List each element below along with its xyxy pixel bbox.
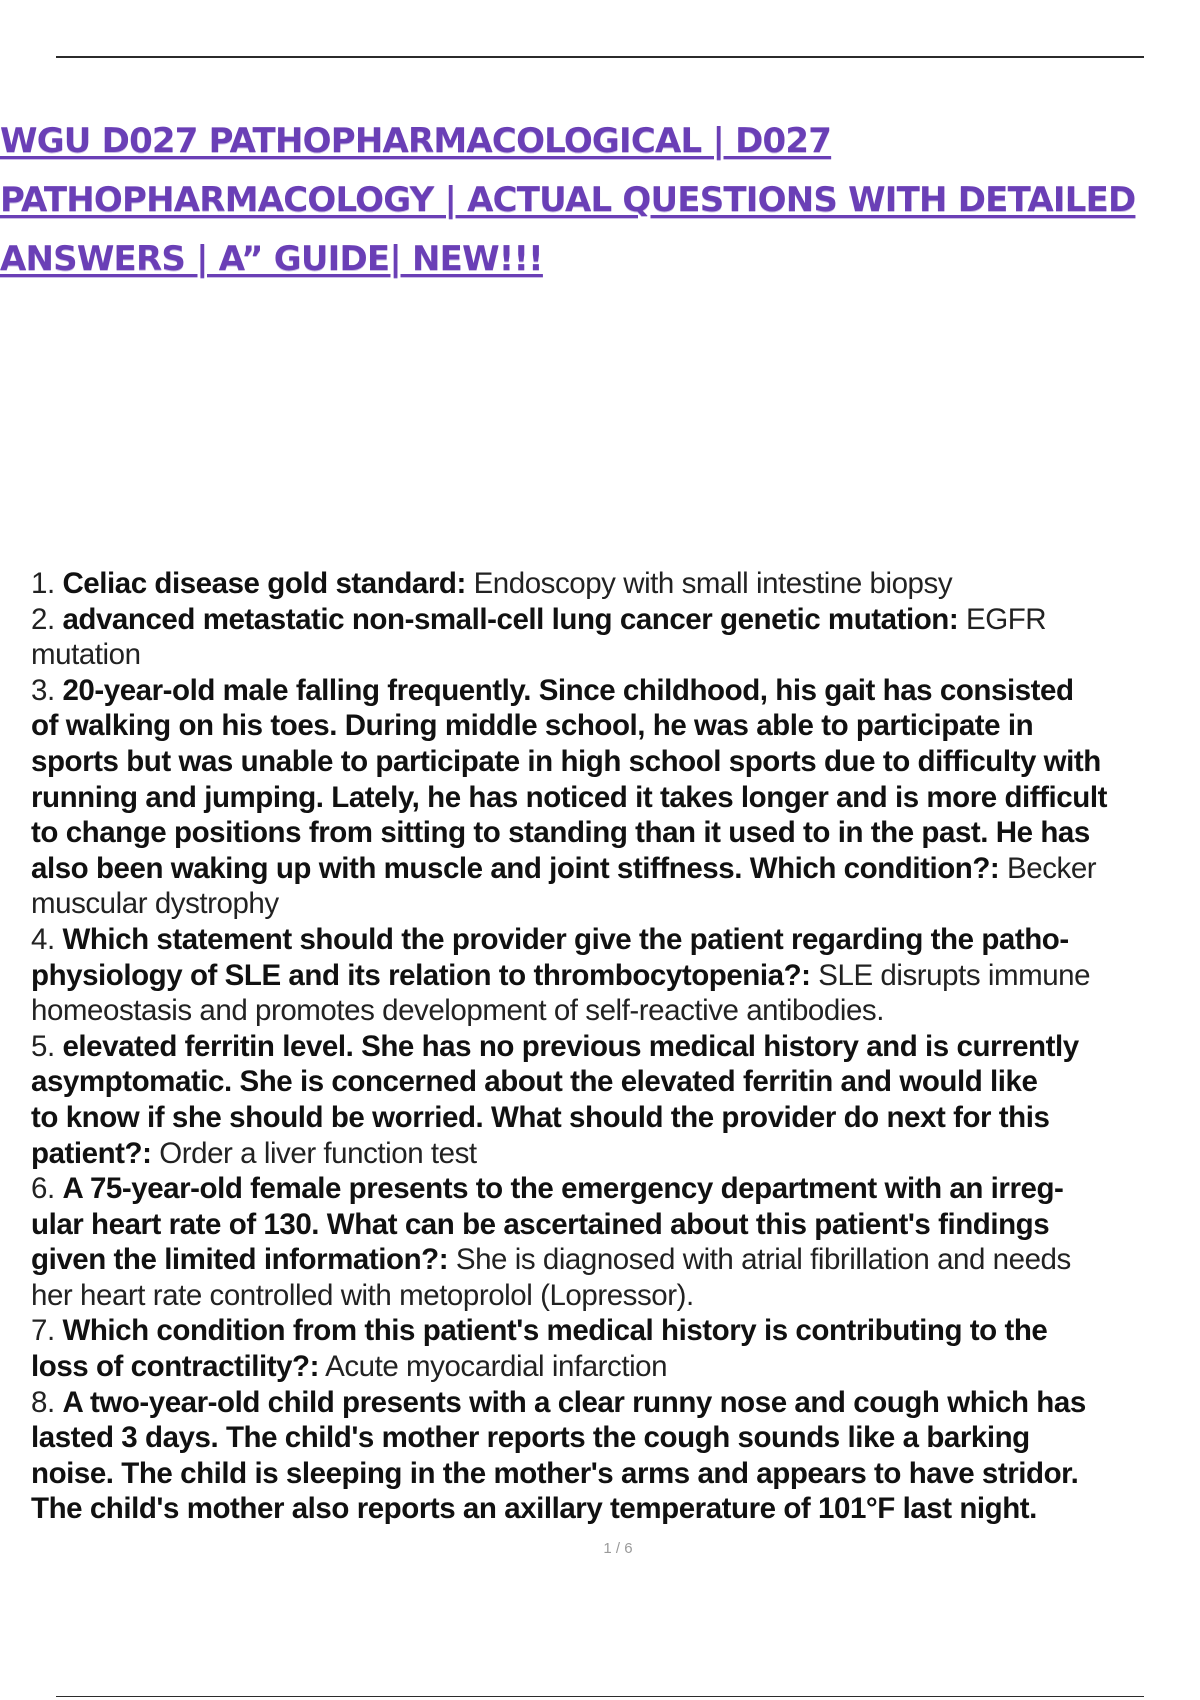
- qa-item: [31, 1313, 1200, 1384]
- question-text: to know if she should be worried. What should the provider do next for this: [31, 1100, 1050, 1134]
- qa-item: [31, 1029, 1200, 1171]
- qa-line: [31, 566, 1200, 602]
- title-line: WGU D027 PATHOPHARMACOLOGICAL | D027: [0, 121, 832, 161]
- qa-line: [31, 780, 1200, 816]
- answer-text: Endoscopy with small intestine biopsy: [465, 567, 953, 600]
- title-line: ANSWERS | A” GUIDE| NEW!!!: [0, 239, 543, 279]
- item-number: 5.: [31, 1029, 55, 1063]
- qa-line: [31, 1171, 1200, 1207]
- question-text: A 75-year-old female presents to the emergency department with an irreg-: [62, 1172, 1064, 1206]
- qa-item: [31, 602, 1200, 673]
- qa-line: [31, 922, 1200, 958]
- qa-line: [31, 886, 1200, 922]
- qa-line: [31, 673, 1200, 709]
- question-text: running and jumping. Lately, he has noticed it takes longer and is more difficult: [31, 780, 1107, 814]
- qa-line: [31, 1029, 1200, 1065]
- answer-text: SLE disrupts immune: [810, 958, 1091, 992]
- qa-item: [31, 566, 1200, 602]
- document-title: [0, 112, 1190, 289]
- item-number: 2.: [31, 602, 55, 636]
- qa-line: [31, 1349, 1200, 1385]
- answer-text: EGFR: [958, 602, 1047, 636]
- answer-text: homeostasis and promotes development of self-reactive antibodies.: [31, 994, 884, 1028]
- question-text: given the limited information?:: [31, 1243, 449, 1277]
- title-line: PATHOPHARMACOLOGY | ACTUAL QUESTIONS WITH DETAILED: [0, 180, 1136, 220]
- qa-line: [31, 993, 1200, 1029]
- qa-line: [31, 1207, 1200, 1243]
- answer-text: muscular dystrophy: [31, 887, 279, 921]
- answer-text: She is diagnosed with atrial fibrillation and needs: [448, 1243, 1071, 1277]
- question-answer-list: [31, 566, 1200, 1527]
- qa-line: [31, 1313, 1200, 1349]
- qa-line: [31, 708, 1200, 744]
- question-text: The child's mother also reports an axillary temperature of 101°F last night.: [31, 1492, 1037, 1526]
- question-text: lasted 3 days. The child's mother reports the cough sounds like a barking: [31, 1421, 1030, 1455]
- question-text: physiology of SLE and its relation to thrombocytopenia?:: [31, 958, 811, 992]
- question-text: advanced metastatic non-small-cell lung cancer genetic mutation:: [62, 602, 959, 636]
- qa-line: [31, 1100, 1200, 1136]
- question-text: noise. The child is sleeping in the mother's arms and appears to have stridor.: [31, 1456, 1079, 1490]
- bottom-rule: [56, 1696, 1144, 1697]
- qa-line: [31, 958, 1200, 994]
- question-text: to change positions from sitting to standing than it used to in the past. He has: [31, 816, 1090, 850]
- question-text: A two-year-old child presents with a clear runny nose and cough which has: [62, 1385, 1086, 1419]
- qa-line: [31, 637, 1200, 673]
- qa-line: [31, 1242, 1200, 1278]
- question-text: asymptomatic. She is concerned about the elevated ferritin and would like: [31, 1065, 1038, 1099]
- qa-line: [31, 1064, 1200, 1100]
- question-text: elevated ferritin level. She has no previous medical history and is currently: [62, 1029, 1079, 1063]
- qa-line: [31, 1278, 1200, 1314]
- answer-text: mutation: [31, 638, 141, 672]
- item-number: 6.: [31, 1172, 55, 1206]
- question-text: ular heart rate of 130. What can be ascertained about this patient's findings: [31, 1207, 1050, 1241]
- answer-text: Order a liver function test: [151, 1136, 477, 1170]
- qa-line: [31, 1420, 1200, 1456]
- qa-item: [31, 1385, 1200, 1527]
- qa-line: [31, 815, 1200, 851]
- question-text: sports but was unable to participate in high school sports due to difficulty with: [31, 744, 1101, 778]
- qa-line: [31, 1456, 1200, 1492]
- qa-item: [31, 922, 1200, 1029]
- question-text: of walking on his toes. During middle school, he was able to participate in: [31, 709, 1034, 743]
- question-text: Celiac disease gold standard:: [62, 567, 466, 600]
- qa-line: [31, 1385, 1200, 1421]
- question-text: 20-year-old male falling frequently. Since childhood, his gait has consisted: [62, 673, 1074, 707]
- qa-item: [31, 673, 1200, 922]
- item-number: 8.: [31, 1385, 55, 1419]
- item-number: 1.: [31, 567, 55, 600]
- page-number: 1 / 6: [603, 1540, 633, 1557]
- item-number: 3.: [31, 673, 55, 707]
- question-text: also been waking up with muscle and joint stiffness. Which condition?:: [31, 851, 1000, 885]
- question-text: loss of contractility?:: [31, 1350, 319, 1384]
- qa-item: [31, 1171, 1200, 1313]
- item-number: 4.: [31, 922, 55, 956]
- question-text: Which statement should the provider give the patient regarding the patho-: [62, 922, 1069, 956]
- qa-line: [31, 1491, 1200, 1527]
- qa-line: [31, 602, 1200, 638]
- qa-line: [31, 1136, 1200, 1172]
- question-text: patient?:: [31, 1136, 152, 1170]
- answer-text: Becker: [999, 851, 1097, 885]
- item-number: 7.: [31, 1314, 55, 1348]
- qa-line: [31, 851, 1200, 887]
- question-text: Which condition from this patient's medical history is contributing to the: [62, 1314, 1048, 1348]
- answer-text: Acute myocardial infarction: [318, 1350, 668, 1384]
- top-rule: [56, 56, 1144, 58]
- answer-text: her heart rate controlled with metoprolol (Lopressor).: [31, 1278, 694, 1312]
- qa-line: [31, 744, 1200, 780]
